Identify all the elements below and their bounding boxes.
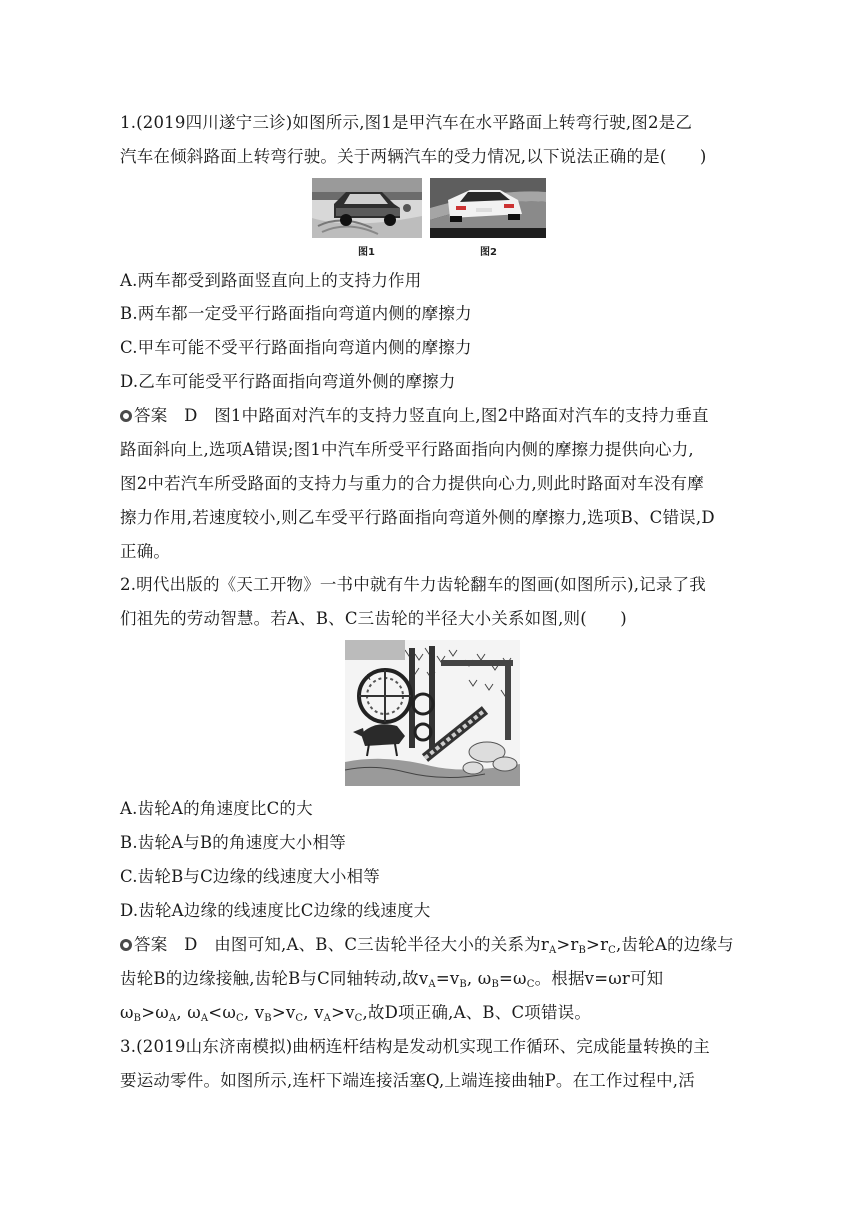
- q2-answer-line3: $\omega_B>\omega_A$, $\omega_A<\omega_C$, $v_B>v_C$, $v_A>v_C$,故D项正确,A、B、C项错误。: [120, 1003, 592, 1024]
- q1-answer-line3: 图2中若汽车所受路面的支持力与重力的合力提供向心力,则此时路面对车没有摩: [120, 474, 704, 493]
- q1-stem-line2: 汽车在倾斜路面上转弯行驶。关于两辆汽车的受力情况,以下说法正确的是( ): [120, 147, 707, 166]
- gear-a-label: A: [365, 673, 371, 682]
- q1-option-d: D.乙车可能受平行路面指向弯道外侧的摩擦力: [120, 372, 456, 391]
- q1-option-b: B.两车都一定受平行路面指向弯道内侧的摩擦力: [120, 304, 472, 323]
- q1-answer-line1: [120, 405, 709, 427]
- q3-stem-line2: 要运动零件。如图所示,连杆下端连接活塞Q,上端连接曲轴P。在工作过程中,活: [120, 1071, 695, 1090]
- q2-answer-text2: 齿轮B的边缘接触,齿轮B与C同轴转动,故v: [120, 969, 429, 988]
- q2-option-d: D.齿轮A边缘的线速度比C边缘的线速度大: [120, 901, 431, 920]
- q2-option-a: A.齿轮A的角速度比C的大: [120, 799, 313, 818]
- q1-answer-line4: 擦力作用,若速度较小,则乙车受平行路面指向弯道外侧的摩擦力,选项B、C错误,D: [120, 508, 715, 527]
- q2-answer-text1: 答案 D 由图可知,A、B、C三齿轮半径大小的关系为r: [134, 935, 549, 954]
- q1-figure2-caption: 图2: [480, 247, 497, 258]
- answer-icon: [120, 939, 132, 951]
- q1-option-a: A.两车都受到路面竖直向上的支持力作用: [120, 271, 422, 290]
- q2-stem-line1: 2.明代出版的《天工开物》一书中就有牛力齿轮翻车的图画(如图所示),记录了我: [120, 575, 706, 594]
- q2-answer-text2-tail: 。根据v=ωr可知: [534, 969, 664, 988]
- q2-answer-line1: 答案 D 由图可知,A、B、C三齿轮半径大小的关系为$r_A>r_B>r_C$,齿轮A的边缘与: [120, 934, 734, 962]
- q1-option-c: C.甲车可能不受平行路面指向弯道内侧的摩擦力: [120, 338, 472, 357]
- q2-stem-line2: 们祖先的劳动智慧。若A、B、C三齿轮的半径大小关系如图,则( ): [120, 609, 627, 628]
- q1-answer-text1: 答案 D 图1中路面对汽车的支持力竖直向上,图2中路面对汽车的支持力垂直: [134, 406, 709, 425]
- answer-icon: [120, 410, 132, 422]
- q1-answer-line5: 正确。: [120, 542, 171, 561]
- q2-answer-line2: 齿轮B的边缘接触,齿轮B与C同轴转动,故$v_A=v_B$, $\omega_B=\omega_C$。根据v=ωr可知: [120, 969, 664, 990]
- q2-option-c: C.齿轮B与C边缘的线速度大小相等: [120, 867, 380, 886]
- q2-answer-text3-tail: ,故D项正确,A、B、C项错误。: [362, 1003, 592, 1022]
- q3-stem-line1: 3.(2019山东济南模拟)曲柄连杆结构是发动机实现工作循环、完成能量转换的主: [120, 1037, 710, 1056]
- q1-stem-line1: 1.(2019四川遂宁三诊)如图所示,图1是甲汽车在水平路面上转弯行驶,图2是乙: [120, 113, 693, 132]
- q2-answer-text1-tail: ,齿轮A的边缘与: [616, 935, 734, 954]
- q2-option-b: B.齿轮A与B的角速度大小相等: [120, 833, 346, 852]
- q1-figure1-caption: 图1: [358, 247, 375, 258]
- q2-ox-waterwheel-illustration: [345, 640, 520, 786]
- q1-answer-line2: 路面斜向上,选项A错误;图1中汽车所受平行路面指向内侧的摩擦力提供向心力,: [120, 440, 694, 459]
- q1-figure2-photo: [430, 178, 546, 238]
- q1-figure1-photo: [312, 178, 422, 238]
